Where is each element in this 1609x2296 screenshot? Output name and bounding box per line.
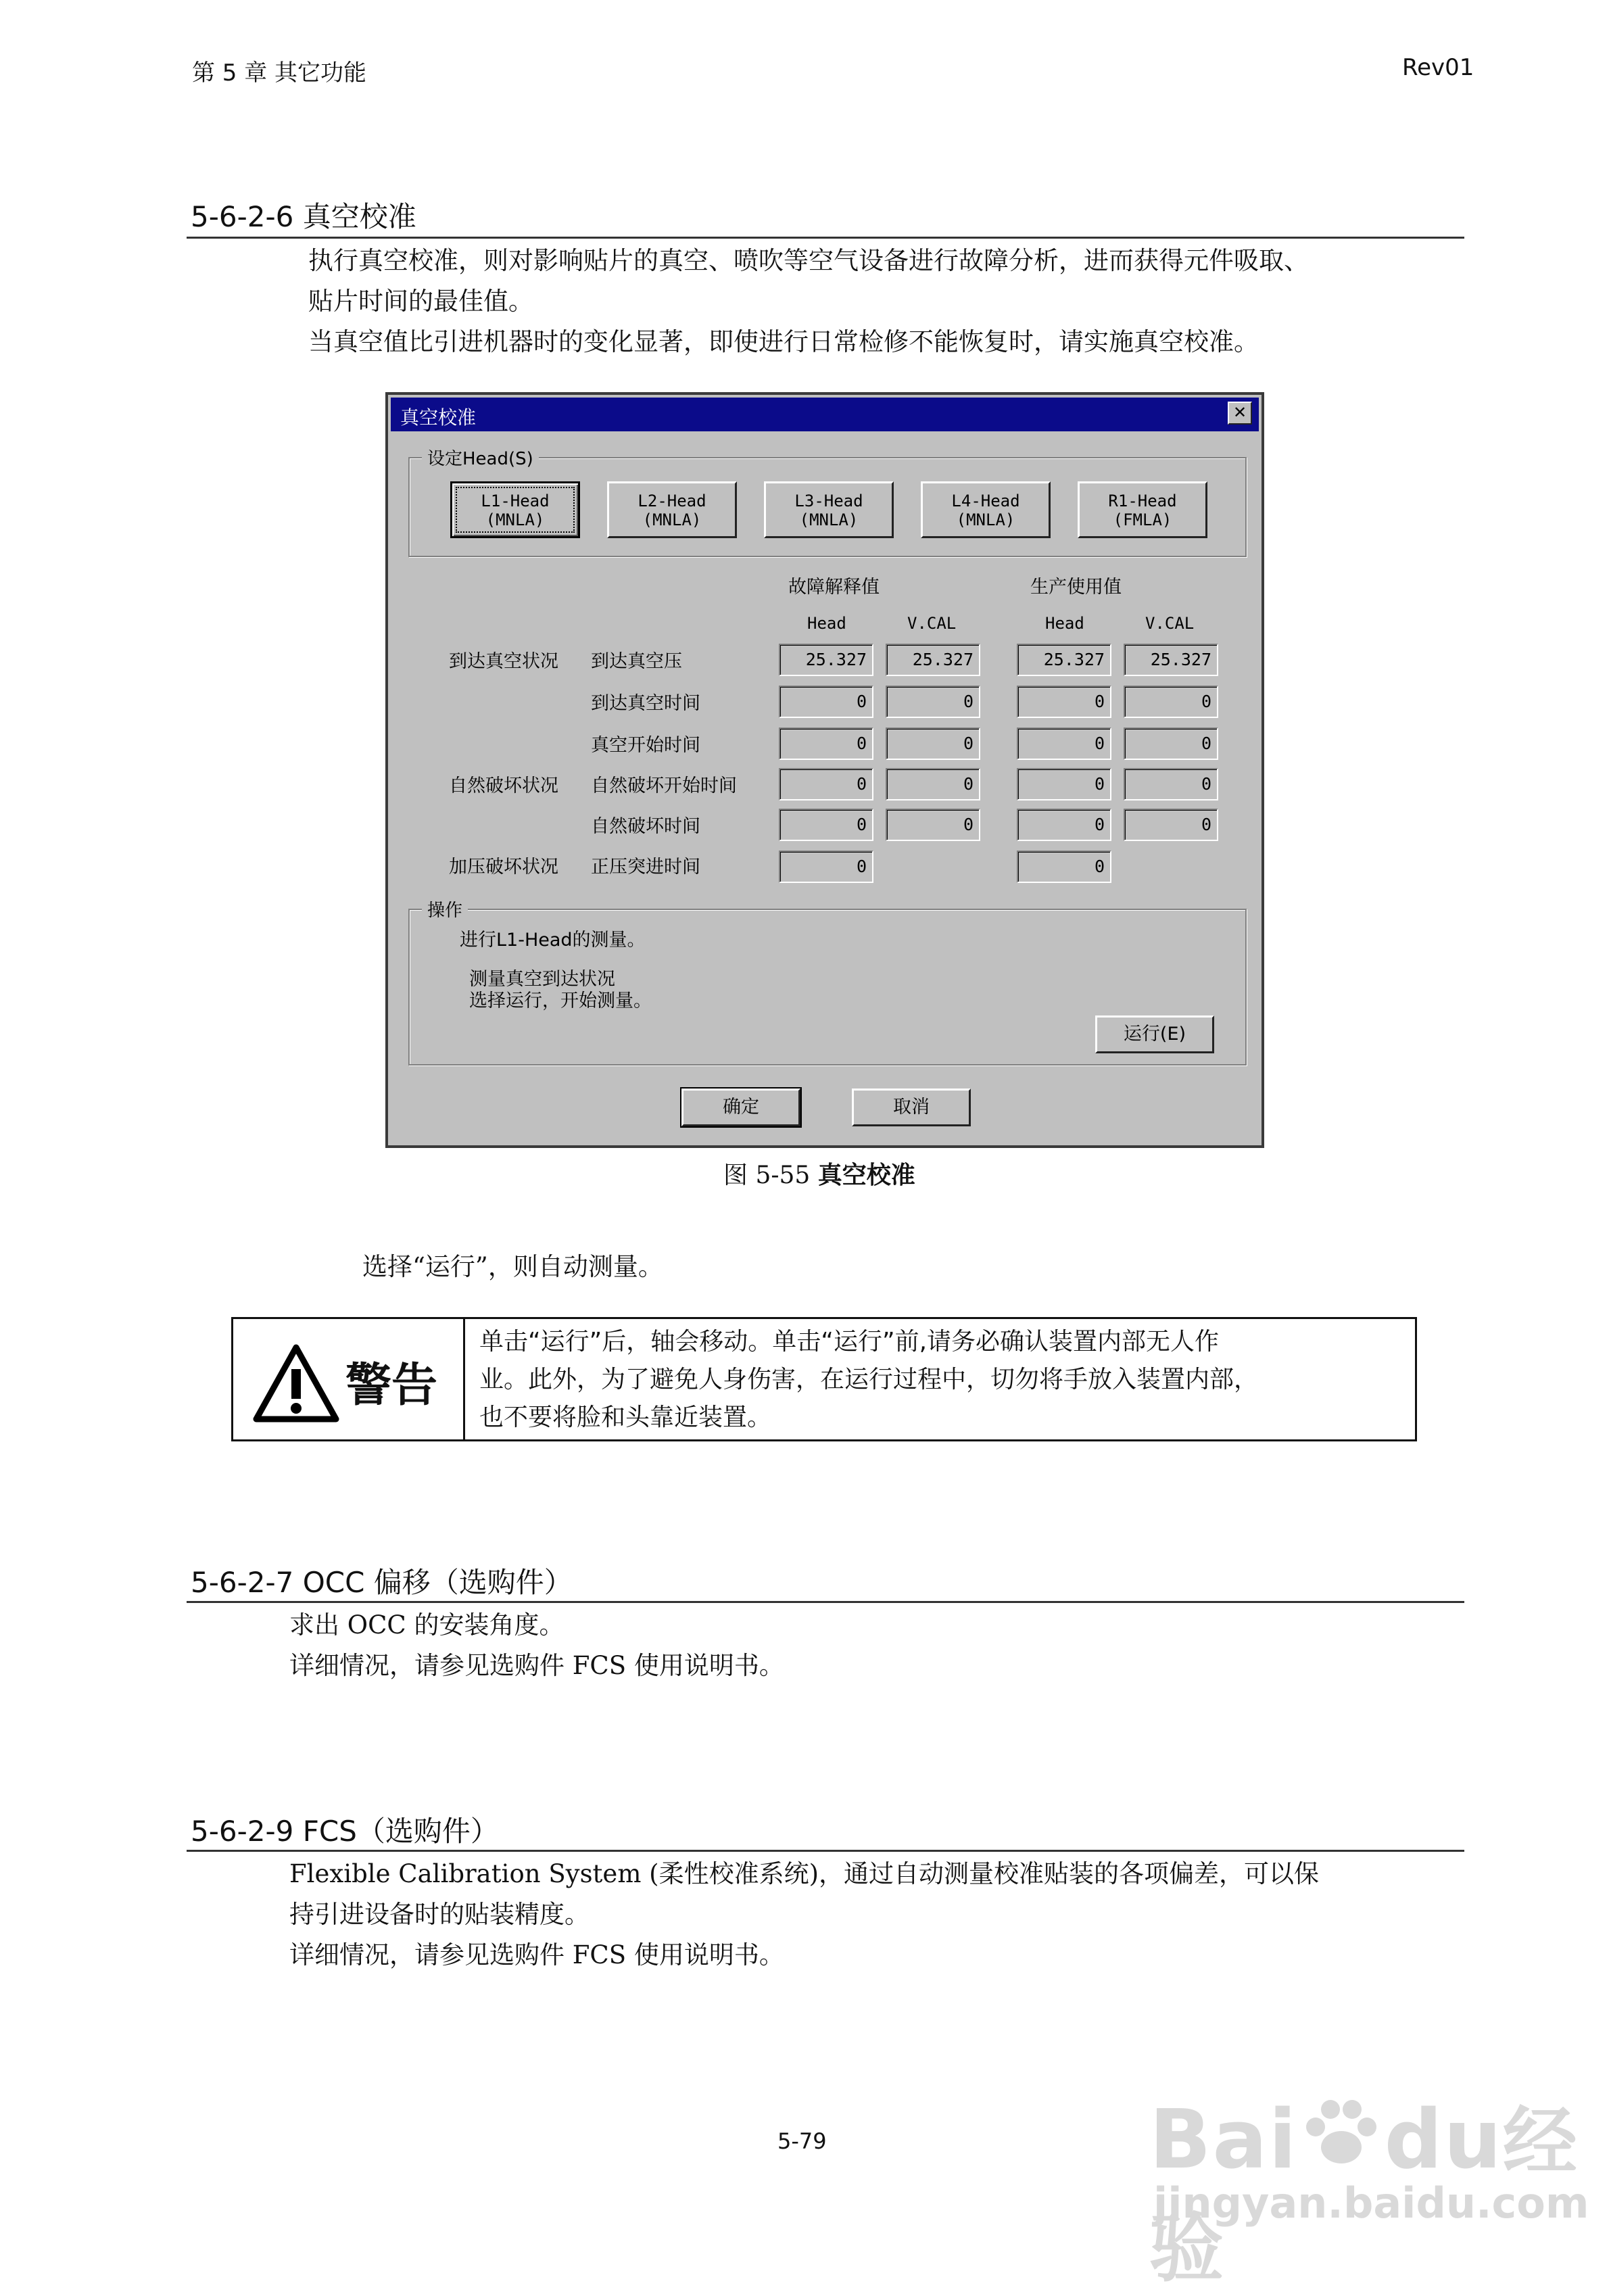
head-button-type: (FMLA)	[1113, 510, 1172, 529]
column-vcal-1: V.CAL	[907, 614, 957, 633]
head-button-type: (MNLA)	[956, 510, 1015, 529]
dialog-titlebar[interactable]	[391, 398, 1259, 431]
section1-paragraph	[308, 241, 1309, 362]
section-heading-vacuum: 5-6-2-6 真空校准	[191, 200, 416, 233]
head-button-r1[interactable]	[1078, 481, 1207, 538]
paragraph-line: 详细情况，请参见选购件 FCS 使用说明书。	[289, 1940, 784, 1969]
operation-step: 测量真空到达状况	[469, 969, 615, 990]
value-field: 0	[779, 727, 873, 760]
chapter-header: 第 5 章 其它功能	[192, 59, 367, 87]
column-group-fault: 故障解释值	[788, 577, 880, 598]
figure-number: 图 5-55	[723, 1162, 818, 1189]
head-button-l2[interactable]	[607, 481, 737, 538]
ok-button[interactable]: 确定	[681, 1089, 800, 1126]
run-instruction: 选择“运行”，则自动测量。	[362, 1252, 663, 1281]
value-field: 25.327	[1124, 644, 1218, 676]
revision-label: Rev01	[1402, 54, 1474, 81]
close-icon[interactable]: ✕	[1228, 402, 1252, 425]
row-label: 到达真空时间	[591, 693, 700, 714]
head-button-name: L1-Head	[481, 492, 550, 510]
warning-line: 业。此外，为了避免人身伤害，在运行过程中，切勿将手放入装置内部，	[479, 1366, 1259, 1393]
figure-title: 真空校准	[817, 1162, 915, 1189]
paragraph-line: Flexible Calibration System (柔性校准系统)，通过自动测量校准贴装的各项偏差，可以保	[289, 1859, 1320, 1888]
warning-text	[479, 1323, 1406, 1437]
value-field: 0	[1124, 768, 1218, 800]
dialog-title: 真空校准	[400, 406, 477, 429]
value-field: 0	[1124, 686, 1218, 718]
value-field: 0	[779, 768, 873, 800]
paragraph-line: 当真空值比引进机器时的变化显著，即使进行日常检修不能恢复时，请实施真空校准。	[308, 327, 1259, 356]
cancel-button[interactable]: 取消	[852, 1089, 971, 1126]
run-button[interactable]: 运行(E)	[1095, 1015, 1214, 1053]
head-button-name: R1-Head	[1108, 492, 1177, 510]
vacuum-calibration-dialog	[385, 392, 1264, 1148]
value-field: 0	[886, 686, 980, 718]
page-number: 5-79	[777, 2128, 827, 2154]
paragraph-line: 求出 OCC 的安装角度。	[289, 1610, 565, 1640]
value-field: 0	[1017, 686, 1111, 718]
paragraph-line: 详细情况，请参见选购件 FCS 使用说明书。	[289, 1651, 784, 1680]
warning-line: 也不要将脸和头靠近装置。	[479, 1404, 772, 1431]
warning-box	[231, 1317, 1417, 1441]
value-field: 25.327	[779, 644, 873, 676]
figure-caption	[723, 1156, 915, 1191]
value-field: 0	[1017, 809, 1111, 841]
watermark-url: jingyan.baidu.com	[1153, 2178, 1589, 2228]
category-pressure-break: 加压破坏状况	[449, 857, 558, 878]
warning-label: 警告	[345, 1359, 438, 1412]
value-field: 0	[1017, 727, 1111, 760]
operation-status: 进行L1-Head的测量。	[460, 930, 646, 951]
head-button-name: L2-Head	[638, 492, 706, 510]
heading-rule	[187, 1601, 1464, 1603]
section3-paragraph	[289, 1854, 1319, 1976]
head-button-l3[interactable]	[764, 481, 894, 538]
operation-instruction: 选择运行，开始测量。	[469, 990, 652, 1011]
row-label: 到达真空压	[591, 651, 682, 672]
column-head-1: Head	[807, 614, 846, 633]
value-field: 0	[779, 851, 873, 883]
paragraph-line: 持引进设备时的贴装精度。	[289, 1900, 590, 1929]
warning-label-cell	[233, 1319, 465, 1439]
value-field: 0	[1124, 809, 1218, 841]
heading-rule	[187, 237, 1464, 239]
section2-paragraph	[289, 1605, 784, 1686]
row-label: 正压突进时间	[591, 857, 700, 878]
value-field: 0	[886, 809, 980, 841]
category-reach-vacuum: 到达真空状况	[449, 651, 558, 672]
warning-triangle-icon	[252, 1343, 340, 1423]
value-field: 0	[779, 809, 873, 841]
value-field: 0	[886, 727, 980, 760]
head-button-l1[interactable]	[450, 481, 580, 538]
value-field: 0	[1017, 851, 1111, 883]
paw-icon	[1301, 2097, 1382, 2172]
heading-rule	[187, 1850, 1464, 1852]
watermark-brand3: 经验	[1149, 2099, 1579, 2292]
head-select-label: 设定Head(S)	[422, 445, 539, 470]
row-label: 真空开始时间	[591, 735, 700, 756]
head-button-l4[interactable]	[921, 481, 1051, 538]
category-natural-break: 自然破坏状况	[449, 775, 558, 796]
column-vcal-2: V.CAL	[1145, 614, 1195, 633]
row-label: 自然破坏开始时间	[591, 775, 737, 796]
column-group-production: 生产使用值	[1030, 577, 1122, 598]
section-heading-fcs: 5-6-2-9 FCS（选购件）	[191, 1815, 499, 1848]
warning-line: 单击“运行”后，轴会移动。单击“运行”前,请务必确认装置内部无人作	[479, 1328, 1220, 1356]
value-field: 0	[779, 686, 873, 718]
row-label: 自然破坏时间	[591, 816, 700, 837]
section-heading-occ: 5-6-2-7 OCC 偏移（选购件）	[191, 1566, 573, 1599]
paragraph-line: 贴片时间的最佳值。	[308, 287, 533, 316]
column-head-2: Head	[1045, 614, 1084, 633]
head-button-name: L3-Head	[794, 492, 863, 510]
value-field: 0	[886, 768, 980, 800]
paragraph-line: 执行真空校准，则对影响贴片的真空、喷吹等空气设备进行故障分析，进而获得元件吸取、	[308, 246, 1309, 275]
head-button-type: (MNLA)	[642, 510, 702, 529]
value-field: 0	[1017, 768, 1111, 800]
head-button-type: (MNLA)	[799, 510, 859, 529]
value-field: 25.327	[886, 644, 980, 676]
value-field: 25.327	[1017, 644, 1111, 676]
operation-label: 操作	[422, 896, 468, 922]
value-field: 0	[1124, 727, 1218, 760]
head-button-type: (MNLA)	[485, 510, 545, 529]
watermark-brand: Bai	[1149, 2093, 1298, 2187]
head-button-name: L4-Head	[951, 492, 1020, 510]
watermark-brand2: du	[1384, 2093, 1503, 2187]
